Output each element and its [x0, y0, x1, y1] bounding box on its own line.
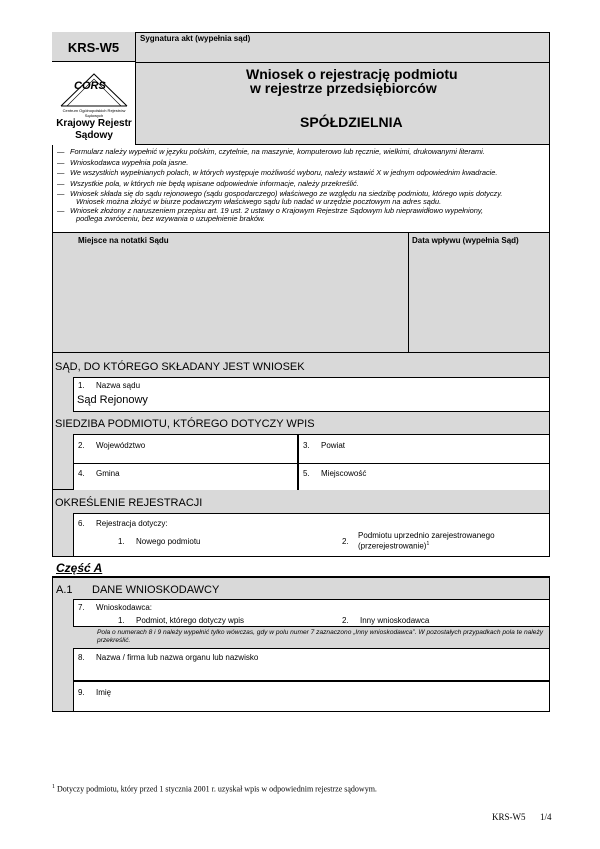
option-number: 1.	[118, 537, 125, 546]
footnote-ref: 1	[426, 541, 430, 547]
registry-name: Krajowy Rejestr Sądowy	[56, 118, 132, 141]
option-number: 1.	[118, 616, 125, 625]
applicant-first-name-field[interactable]	[73, 681, 550, 712]
option-reregistration[interactable]	[358, 531, 495, 551]
court-name-field[interactable]	[73, 377, 550, 412]
page-number: 1/4	[540, 812, 552, 822]
section-reg-heading: OKREŚLENIE REJESTRACJI	[55, 497, 203, 509]
footnote-text: Dotyczy podmiotu, który przed 1 stycznia 2001 r. uzyskał wpis w odpowiednim rejestrze sądowym.	[57, 784, 377, 794]
field-number: 2.	[78, 441, 85, 450]
commune-field[interactable]	[73, 463, 298, 491]
field-number: 9.	[78, 688, 85, 697]
section-a1-heading: DANE WNIOSKODAWCY	[92, 584, 220, 596]
field-number: 3.	[303, 441, 310, 450]
section-court-heading: SĄD, DO KTÓREGO SKŁADANY JEST WNIOSEK	[55, 361, 305, 373]
applicant-first-name-label: Imię	[96, 688, 112, 697]
section-a1-number: A.1	[56, 584, 73, 596]
field-number: 7.	[78, 603, 85, 612]
form-code: KRS-W5	[67, 40, 120, 55]
county-field[interactable]	[298, 434, 550, 464]
form-code-cell	[52, 32, 136, 62]
registration-type-label: Rejestracja dotyczy:	[96, 519, 168, 528]
voivodeship-field[interactable]	[73, 434, 298, 464]
locality-label: Miejscowość	[321, 469, 367, 478]
court-name-label: Nazwa sądu	[96, 381, 141, 390]
instruction-cont: Wniosek można złożyć w biurze podawczym właściwego sądu lub nadać w urzędzie pocztowym na adres sądu.	[76, 197, 442, 206]
option-reregistration-line1: Podmiotu uprzednio zarejestrowanego	[358, 531, 495, 540]
field-number: 5.	[303, 469, 310, 478]
instruction-cont: podlega zwróceniu, bez wzywania o uzupełnienie braków.	[76, 214, 265, 223]
field-number: 6.	[78, 519, 85, 528]
receipt-date-label: Data wpływu (wypełnia Sąd)	[412, 236, 519, 245]
registration-type-field	[73, 513, 550, 557]
applicant-name-label: Nazwa / firma lub nazwa organu lub nazwisko	[96, 653, 259, 662]
section-seat-heading: SIEDZIBA PODMIOTU, KTÓREGO DOTYCZY WPIS	[55, 418, 315, 430]
field-number: 1.	[78, 381, 85, 390]
applicant-name-field[interactable]	[73, 648, 550, 681]
option-number: 2.	[342, 616, 349, 625]
court-notes-label: Miejsce na notatki Sądu	[78, 236, 169, 245]
applicant-type-label: Wnioskodawca:	[96, 603, 153, 612]
instruction-item: — Formularz należy wypełnić w języku polskim, czytelnie, na maszynie, komputerowo lub ręcznie, wielkimi, drukowanymi literami.	[57, 147, 545, 158]
part-a-heading: Część A	[56, 561, 103, 575]
locality-field[interactable]	[298, 463, 550, 491]
option-other-applicant[interactable]: Inny wnioskodawca	[360, 616, 430, 625]
instruction-item: — Wniosek składa się do sądu rejonowego (sądu gospodarczego) właściwego ze względu na siedzibę podmiotu, którego wpis dotyczy.	[57, 189, 545, 198]
instructions-box	[52, 145, 550, 233]
form-title-line1: Wniosek o rejestrację podmiotu	[246, 66, 458, 82]
court-notes-box	[52, 233, 550, 353]
form-subtitle: SPÓŁDZIELNIA	[300, 114, 403, 130]
footnote	[52, 784, 377, 794]
instruction-item: — We wszystkich wypełnianych polach, w których występuje możliwość wyboru, należy wstawić X w jednym odpowiednim kwadracie.	[57, 168, 545, 179]
page-code: KRS-W5	[492, 812, 526, 822]
field-number: 4.	[78, 469, 85, 478]
court-name-value: Sąd Rejonowy	[77, 394, 148, 406]
form-title-line2: w rejestrze przedsiębiorców	[250, 80, 437, 96]
instruction-item: — Wniosek złożony z naruszeniem przepisu art. 19 ust. 2 ustawy o Krajowym Rejestrze Sądowym lub nieprawidłowo wypełniony,	[57, 206, 545, 215]
county-label: Powiat	[321, 441, 346, 450]
field-number: 8.	[78, 653, 85, 662]
logo-text: CORS	[74, 80, 106, 92]
instruction-item: — Wnioskodawca wypełnia pola jasne.	[57, 158, 545, 169]
applicant-note: Pola o numerach 8 i 9 należy wypełnić tylko wówczas, gdy w polu numer 7 zaznaczono „Inny wnioskodawca”. W pozostałych przypadkach pola te należy przekreślić.	[97, 629, 544, 644]
voivodeship-label: Województwo	[96, 441, 146, 450]
applicant-type-field	[73, 599, 550, 627]
footnote-mark: 1	[52, 784, 55, 790]
signature-label: Sygnatura akt (wypełnia sąd)	[140, 34, 251, 43]
option-number: 2.	[342, 537, 349, 546]
logo-subtext: Centrum Ogólnopolskich Rejestrów Sądowych	[62, 108, 126, 118]
instruction-item: — Wszystkie pola, w których nie będą wpisane odpowiednie informacje, należy przekreślić.	[57, 179, 545, 190]
commune-label: Gmina	[96, 469, 120, 478]
option-new-entity[interactable]: Nowego podmiotu	[136, 537, 201, 546]
option-entity[interactable]: Podmiot, którego dotyczy wpis	[136, 616, 245, 625]
option-reregistration-line2: (przerejestrowanie)	[358, 541, 427, 551]
logo-cell	[52, 62, 136, 145]
